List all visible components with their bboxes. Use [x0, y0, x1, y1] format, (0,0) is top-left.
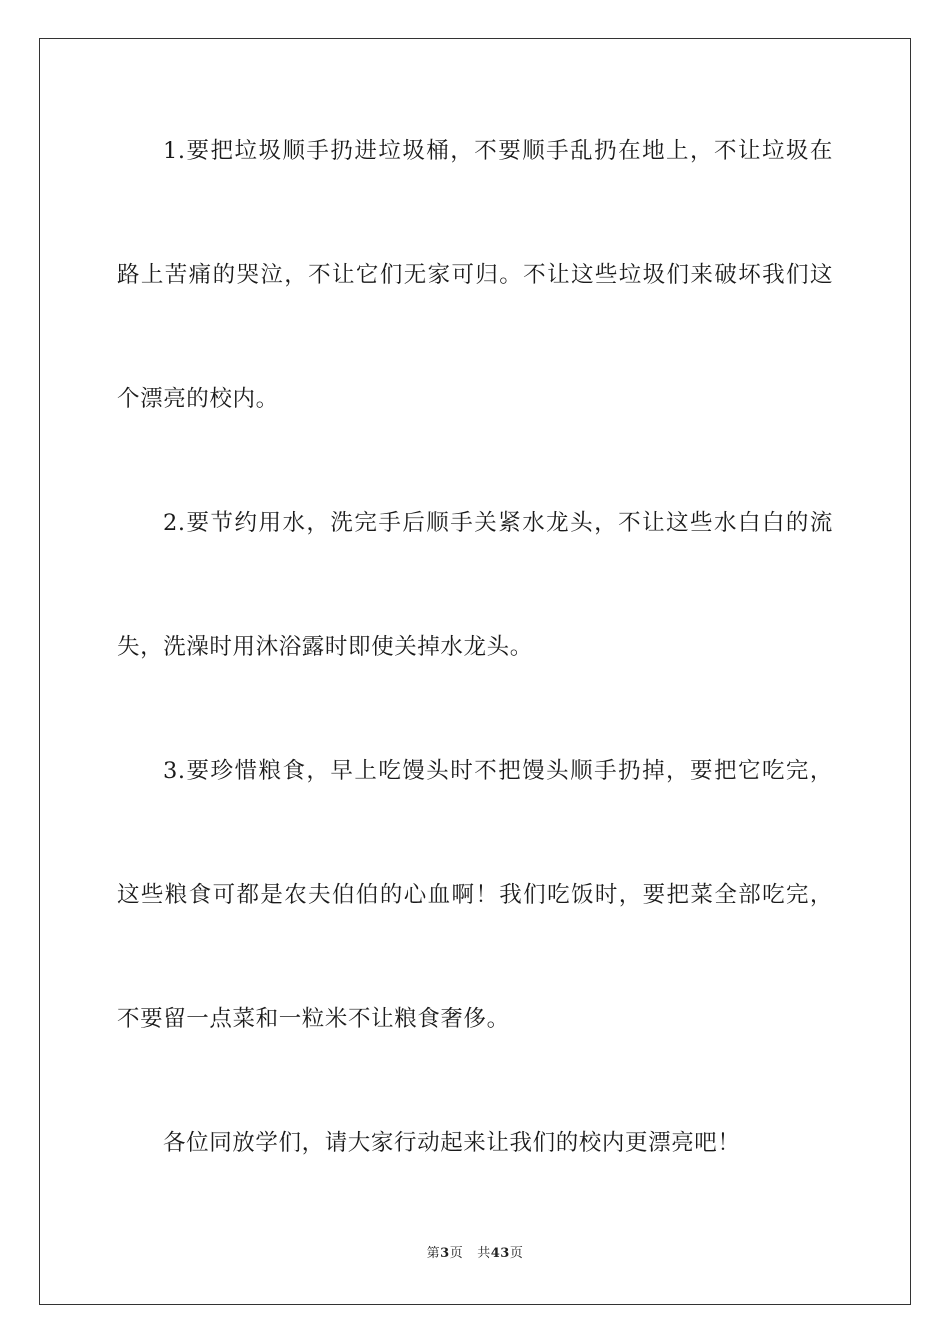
page-prefix: 第 — [426, 1246, 441, 1261]
paragraph-1-line-3: 个漂亮的校内。 — [117, 386, 279, 412]
page-current: 3 — [440, 1246, 450, 1261]
paragraph-3-line-1: 3.要珍惜粮食，早上吃馒头时不把馒头顺手扔掉，要把它吃完， — [163, 758, 833, 784]
paragraph-3-line-2: 这些粮食可都是农夫伯伯的心血啊！我们吃饭时，要把菜全部吃完， — [117, 882, 833, 908]
page-border — [39, 38, 911, 1305]
page-suffix: 页 — [449, 1246, 464, 1261]
paragraph-1-line-2: 路上苦痛的哭泣，不让它们无家可归。不让这些垃圾们来破坏我们这 — [117, 262, 833, 288]
page-total: 43 — [490, 1246, 510, 1261]
paragraph-3-line-3: 不要留一点菜和一粒米不让粮食奢侈。 — [117, 1006, 510, 1032]
paragraph-1-line-1: 1.要把垃圾顺手扔进垃圾桶，不要顺手乱扔在地上，不让垃圾在 — [163, 138, 833, 164]
paragraph-2-line-1: 2.要节约用水，洗完手后顺手关紧水龙头，不让这些水白白的流 — [163, 510, 833, 536]
paragraph-2-line-2: 失，洗澡时用沐浴露时即使关掉水龙头。 — [117, 634, 533, 660]
total-prefix: 共 — [477, 1246, 491, 1261]
page-footer — [0, 1244, 950, 1264]
total-suffix: 页 — [509, 1246, 524, 1261]
closing-line: 各位同放学们，请大家行动起来让我们的校内更漂亮吧！ — [163, 1130, 741, 1156]
